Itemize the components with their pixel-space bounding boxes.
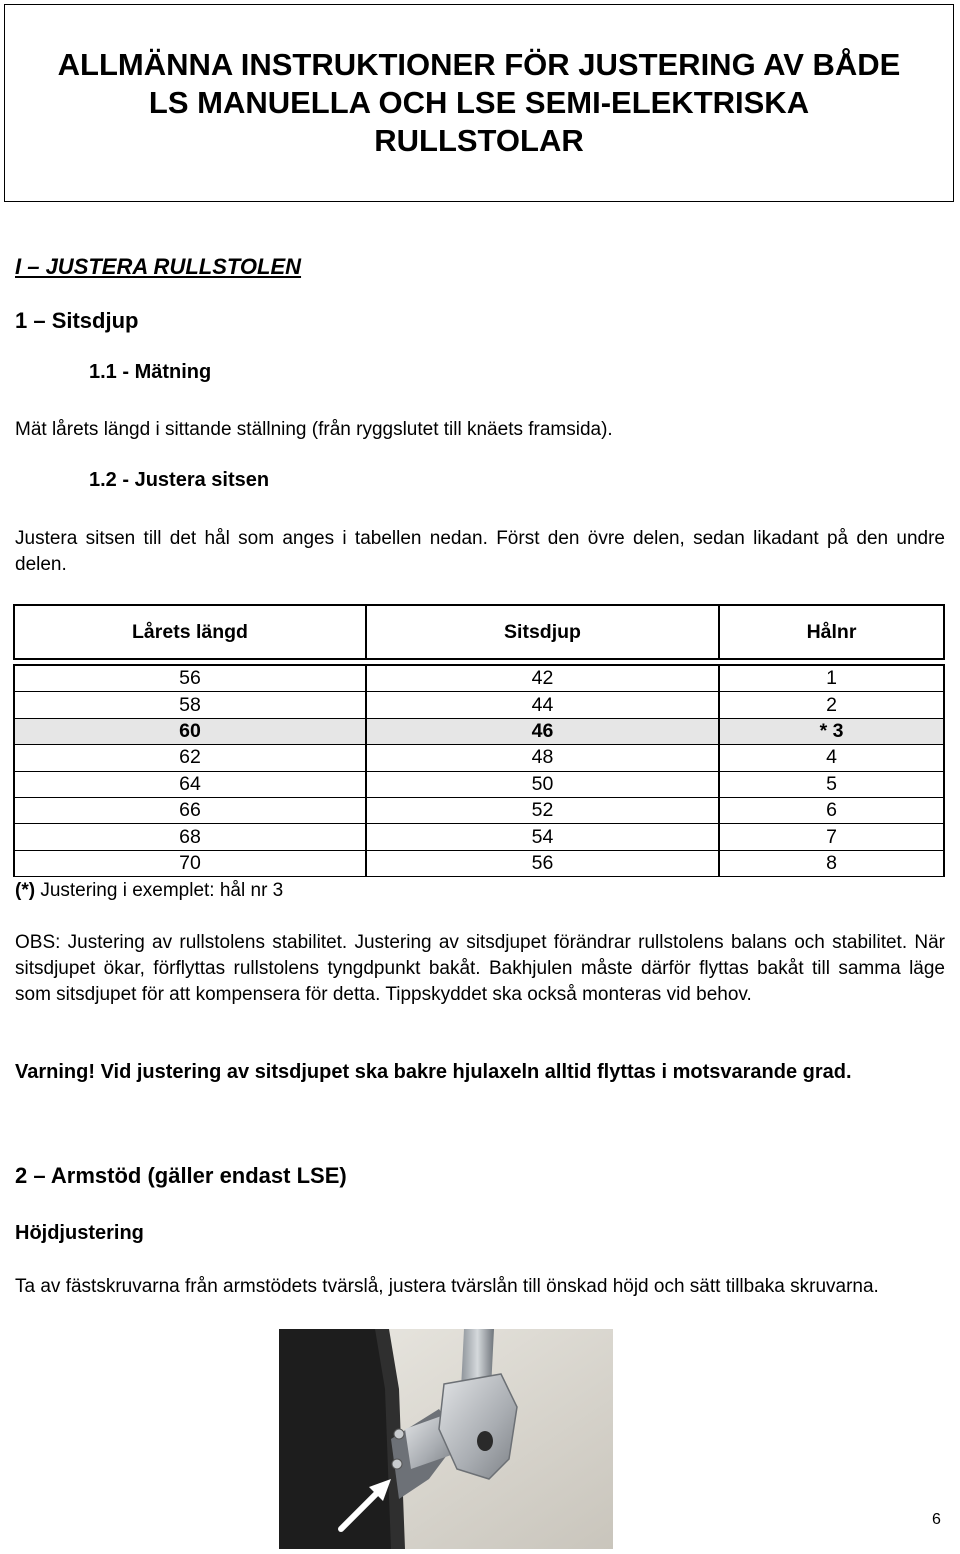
armrest-bracket-illustration bbox=[279, 1329, 613, 1549]
section-2-heading: 2 – Armstöd (gäller endast LSE) bbox=[15, 1163, 347, 1188]
table-cell: 48 bbox=[366, 745, 719, 771]
table-cell: 5 bbox=[719, 771, 944, 797]
subsection-1-1-text: Mät lårets längd i sittande ställning (från ryggslutet till knäets framsida). bbox=[15, 419, 613, 440]
table-cell: 7 bbox=[719, 824, 944, 850]
subsection-1-1-heading: 1.1 - Mätning bbox=[89, 361, 212, 383]
table-cell: 50 bbox=[366, 771, 719, 797]
table-cell: 52 bbox=[366, 797, 719, 823]
page-number: 6 bbox=[932, 1511, 941, 1528]
title-line-3: RULLSTOLAR bbox=[374, 123, 584, 158]
warning-paragraph: Varning! Vid justering av sitsdjupet ska bakre hjulaxeln alltid flyttas i motsvarande grad. bbox=[15, 1061, 852, 1083]
table-row-highlighted bbox=[14, 718, 944, 744]
section-2-text: Ta av fästskruvarna från armstödets tvärslå, justera tvärslån till önskad höjd och sätt tillbaka skruvarna. bbox=[15, 1276, 879, 1297]
table-cell: 1 bbox=[719, 665, 944, 692]
table-cell: 70 bbox=[14, 850, 366, 876]
table-cell: 4 bbox=[719, 745, 944, 771]
table-cell: 68 bbox=[14, 824, 366, 850]
table-row bbox=[14, 850, 944, 876]
main-section-heading: I – JUSTERA RULLSTOLEN bbox=[15, 254, 302, 279]
title-box bbox=[4, 4, 954, 202]
table-cell: 44 bbox=[366, 692, 719, 718]
table-cell: 2 bbox=[719, 692, 944, 718]
table-row bbox=[14, 692, 944, 718]
table-cell: 64 bbox=[14, 771, 366, 797]
table-cell: 66 bbox=[14, 797, 366, 823]
footnote-text: Justering i exemplet: hål nr 3 bbox=[35, 880, 284, 901]
table-cell: 60 bbox=[14, 718, 366, 744]
subsection-1-2-heading: 1.2 - Justera sitsen bbox=[89, 469, 270, 491]
column-header-seat-depth: Sitsdjup bbox=[366, 605, 719, 659]
table-cell: 62 bbox=[14, 745, 366, 771]
table-row bbox=[14, 824, 944, 850]
armrest-bracket-photo bbox=[279, 1329, 613, 1549]
column-header-hole-number: Hålnr bbox=[719, 605, 944, 659]
table-cell: 56 bbox=[366, 850, 719, 876]
table-cell: 8 bbox=[719, 850, 944, 876]
table-cell: 58 bbox=[14, 692, 366, 718]
table-row bbox=[14, 771, 944, 797]
table-row bbox=[14, 665, 944, 692]
table-footnote bbox=[15, 878, 283, 904]
table-cell: 42 bbox=[366, 665, 719, 692]
table-row bbox=[14, 797, 944, 823]
table-cell: 46 bbox=[366, 718, 719, 744]
footnote-marker: (*) bbox=[15, 880, 36, 901]
title-line-2: LS MANUELLA OCH LSE SEMI-ELEKTRISKA bbox=[148, 85, 810, 120]
obs-paragraph: OBS: Justering av rullstolens stabilitet. Justering av sitsdjupet förändrar rullstolens balans och stabilitet. När sitsdjupet ökar, förflyttas rullstolens tyngdpunkt bakåt. Bakhjulen måste därför flyttas bakåt till samma läge som sitsdjupet för att kompensera för detta. Tippskyddet ska också monteras vid behov. bbox=[15, 932, 945, 1005]
table-header-row bbox=[14, 605, 944, 659]
table-cell: 6 bbox=[719, 797, 944, 823]
title-line-1: ALLMÄNNA INSTRUKTIONER FÖR JUSTERING AV BÅDE bbox=[57, 47, 901, 82]
table-cell: * 3 bbox=[719, 718, 944, 744]
column-header-thigh-length: Lårets längd bbox=[14, 605, 366, 659]
section-1-heading: 1 – Sitsdjup bbox=[15, 308, 139, 333]
subsection-1-2-text: Justera sitsen till det hål som anges i tabellen nedan. Först den övre delen, sedan likadant på den undre delen. bbox=[15, 528, 945, 575]
table-cell: 56 bbox=[14, 665, 366, 692]
table-cell: 54 bbox=[366, 824, 719, 850]
height-adjustment-heading: Höjdjustering bbox=[15, 1222, 144, 1244]
seat-depth-table bbox=[13, 604, 945, 877]
table-row bbox=[14, 745, 944, 771]
